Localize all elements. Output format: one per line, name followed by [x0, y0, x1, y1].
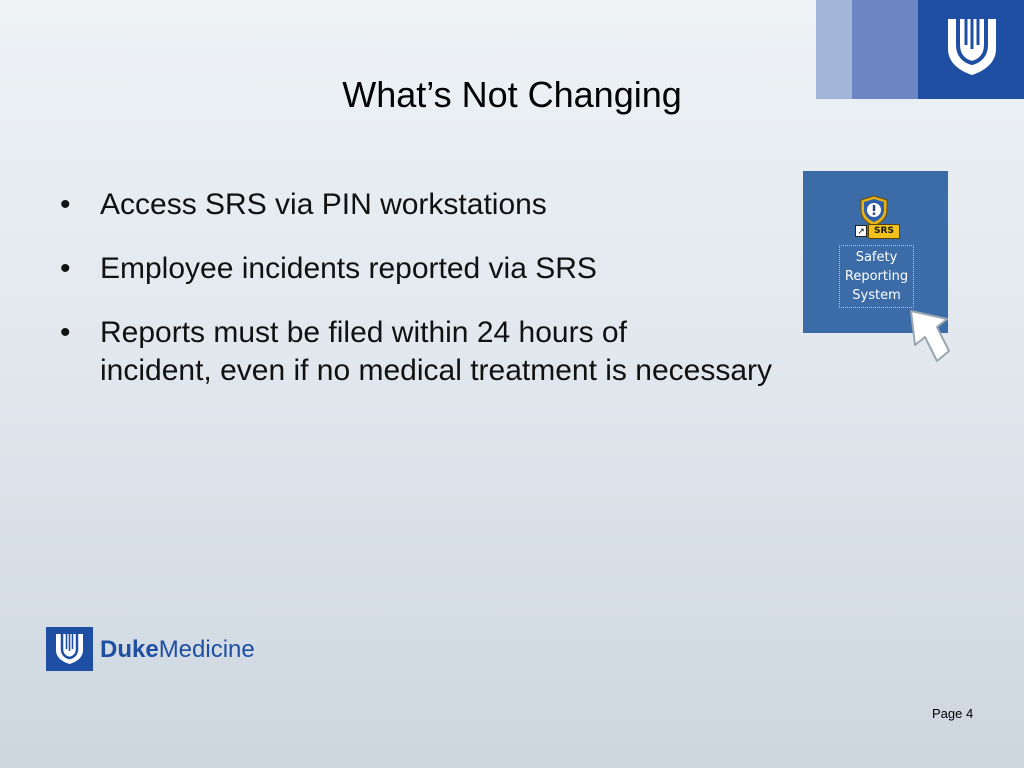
- bullet-list: [60, 186, 880, 416]
- pointer-arrow-icon: [903, 307, 953, 365]
- srs-label-line: System: [852, 288, 901, 303]
- srs-label-line: Reporting: [844, 269, 909, 284]
- duke-logo-mark: [46, 627, 93, 671]
- bullet-text-line1: Reports must be filed within 24 hours of: [100, 316, 627, 349]
- bullet-item: [60, 186, 880, 224]
- page-number: Page 4: [932, 706, 974, 721]
- bullet-text-line2: incident, even if no medical treatment is necessary: [100, 354, 772, 387]
- duke-shield-icon: [55, 633, 84, 665]
- logo-regular: Medicine: [158, 636, 255, 663]
- bullet-item: [60, 314, 880, 390]
- bullet-dot: •: [60, 188, 71, 221]
- shortcut-arrow-icon: ↗: [855, 225, 867, 237]
- bullet-text: Employee incidents reported via SRS: [100, 252, 597, 285]
- bullet-text: Access SRS via PIN workstations: [100, 188, 547, 221]
- bullet-dot: •: [60, 316, 71, 349]
- srs-label-line: Safety: [855, 250, 898, 265]
- bullet-item: [60, 250, 880, 288]
- logo-bold: Duke: [100, 636, 159, 663]
- srs-shortcut-label[interactable]: [839, 245, 914, 308]
- duke-shield-icon: [944, 15, 1000, 77]
- logo-wordmark: [100, 636, 255, 664]
- slide-title: What’s Not Changing: [342, 74, 682, 115]
- duke-medicine-logo: [46, 627, 286, 671]
- shield-exclamation-icon: [859, 195, 889, 227]
- srs-badge: SRS: [868, 224, 900, 239]
- bullet-dot: •: [60, 252, 71, 285]
